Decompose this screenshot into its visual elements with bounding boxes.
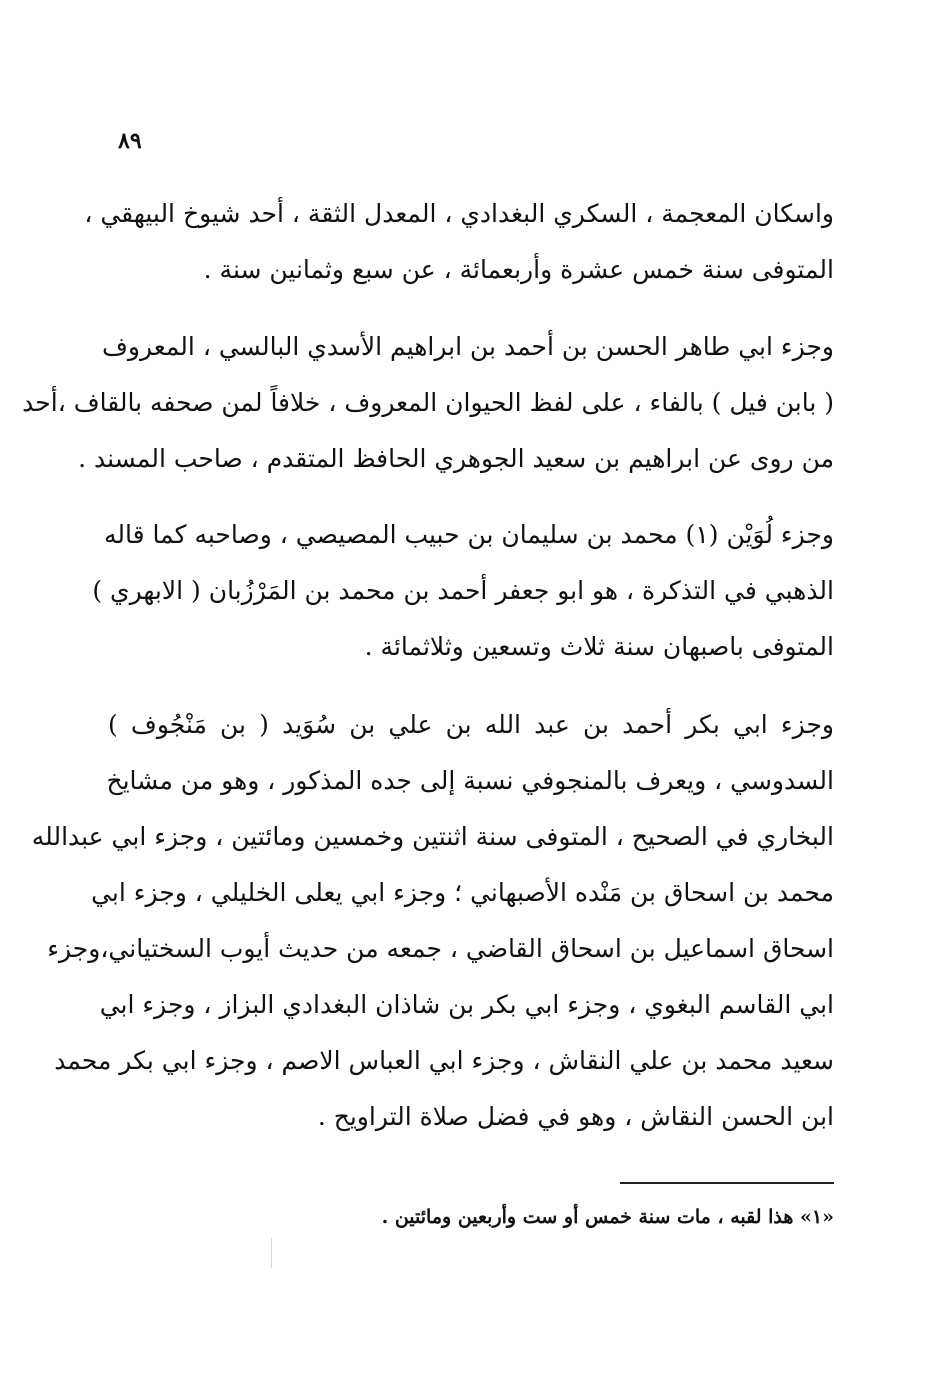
text-line: ( بابن فيل ) بالفاء ، على لفظ الحيوان المعروف ، خلافاً لمن صحفه بالقاف ،أحد [22,388,834,417]
text-line: ابن الحسن النقاش ، وهو في فضل صلاة التراويح . [317,1102,834,1131]
text-line: سعيد محمد بن علي النقاش ، وجزء ابي العباس الاصم ، وجزء ابي بكر محمد [54,1046,834,1075]
text-line: المتوفى سنة خمس عشرة وأربعمائة ، عن سبع وثمانين سنة . [203,255,834,284]
text-line: وجزء لُوَيْن (١) محمد بن سليمان بن حبيب المصيصي ، وصاحبه كما قاله [104,520,834,549]
text-line: من روى عن ابراهيم بن سعيد الجوهري الحافظ المتقدم ، صاحب المسند . [78,444,834,473]
text-line: المتوفى باصبهان سنة ثلاث وتسعين وثلاثمائة . [364,632,834,661]
scan-mark [271,1238,272,1268]
text-line: واسكان المعجمة ، السكري البغدادي ، المعدل الثقة ، أحد شيوخ البيهقي ، [84,199,834,228]
text-line: السدوسي ، ويعرف بالمنجوفي نسبة إلى جده المذكور ، وهو من مشايخ [106,766,834,795]
footnote: «١» هذا لقبه ، مات سنة خمس أو ست وأربعين ومائتين . [381,1206,834,1228]
paragraph-3 [92,507,834,675]
text-line: وجزء ابي طاهر الحسن بن أحمد بن ابراهيم الأسدي البالسي ، المعروف [102,332,834,361]
text-line: البخاري في الصحيح ، المتوفى سنة اثنتين وخمسين ومائتين ، وجزء ابي عبدالله [31,822,834,851]
text-line: الذهبي في التذكرة ، هو ابو جعفر أحمد بن محمد بن المَرْزُبان ( الابهري ) [92,576,834,605]
text-line: اسحاق اسماعيل بن اسحاق القاضي ، جمعه من حديث أيوب السختياني،وجزء [47,934,834,963]
footnote-divider [620,1182,834,1184]
paragraph-4 [31,697,834,1145]
paragraph-2 [22,319,834,487]
text-line: ابي القاسم البغوي ، وجزء ابي بكر بن شاذان البغدادي البزاز ، وجزء ابي [99,990,834,1019]
text-line: محمد بن اسحاق بن مَنْده الأصبهاني ؛ وجزء ابي يعلى الخليلي ، وجزء ابي [91,878,834,907]
page-number: ٨٩ [118,128,142,154]
text-line: وجزء ابي بكر أحمد بن عبد الله بن علي بن سُوَيد ( بن مَنْجُوف ) [108,710,834,739]
paragraph-1 [84,186,834,298]
